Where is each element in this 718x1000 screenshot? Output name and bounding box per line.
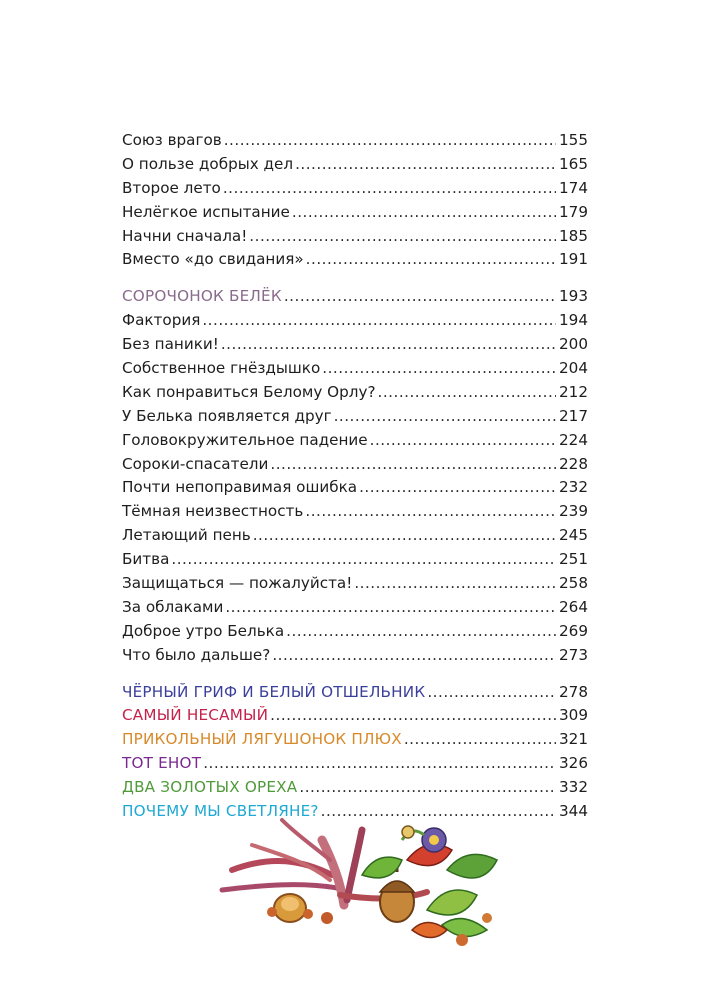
- toc-entry-page: 212: [559, 382, 588, 401]
- toc-entry[interactable]: [122, 574, 588, 598]
- dot-leader: [334, 407, 556, 425]
- toc-entry-title: Защищаться — пожалуйста!: [122, 574, 353, 593]
- toc-story-entry[interactable]: [122, 754, 588, 778]
- toc-entry-title: Сороки-спасатели: [122, 454, 269, 473]
- toc-entry[interactable]: [122, 359, 588, 383]
- toc-entry[interactable]: [122, 598, 588, 622]
- toc-entry[interactable]: [122, 502, 588, 526]
- dot-leader: [253, 526, 556, 544]
- toc-entry-title: Союз врагов: [122, 131, 222, 149]
- toc-story-title: САМЫЙ НЕСАМЫЙ: [122, 706, 269, 725]
- dot-leader: [221, 335, 556, 353]
- toc-entry-title: Головокружительное падение: [122, 430, 368, 449]
- toc-entry-page: 179: [559, 202, 588, 221]
- toc-entry-page: 194: [559, 311, 588, 330]
- dot-leader: [202, 311, 556, 329]
- toc-story-page: 344: [559, 802, 588, 821]
- dot-leader: [284, 287, 556, 305]
- dot-leader: [359, 478, 556, 496]
- toc-entry[interactable]: [122, 431, 588, 455]
- toc-entry[interactable]: [122, 455, 588, 479]
- dot-leader: [354, 574, 556, 592]
- dot-leader: [270, 455, 556, 473]
- toc-story-entry[interactable]: [122, 778, 588, 802]
- toc-story-page: 326: [559, 754, 588, 773]
- dot-leader: [203, 754, 556, 772]
- toc-story-page: 332: [559, 778, 588, 797]
- toc-story-entry[interactable]: [122, 683, 588, 707]
- toc-story-page: 321: [559, 730, 588, 749]
- toc-entry[interactable]: [122, 227, 588, 251]
- toc-entry[interactable]: [122, 550, 588, 574]
- toc-entry[interactable]: [122, 335, 588, 359]
- toc-entry-title: Собственное гнёздышко: [122, 359, 321, 378]
- dot-leader: [299, 778, 556, 796]
- toc-entry-page: 251: [559, 550, 588, 569]
- toc-story-page: 309: [559, 706, 588, 725]
- toc-story-title: ПРИКОЛЬНЫЙ ЛЯГУШОНОК ПЛЮХ: [122, 730, 402, 749]
- toc-entry-title: За облаками: [122, 597, 224, 616]
- dot-leader: [292, 203, 556, 221]
- dot-leader: [270, 706, 556, 724]
- toc-entry-page: 232: [559, 478, 588, 497]
- autumn-leaves-acorns-snail-illustration-icon: [212, 800, 512, 960]
- toc-entry-page: 191: [559, 250, 588, 269]
- toc-entry-page: 165: [559, 154, 588, 173]
- toc-entry-page: 217: [559, 406, 588, 425]
- toc-entry-title: Почти непоправимая ошибка: [122, 478, 358, 497]
- toc-entry[interactable]: [122, 383, 588, 407]
- toc-group-chapters-part1: [122, 131, 588, 274]
- toc-story-title: ДВА ЗОЛОТЫХ ОРЕХА: [122, 778, 298, 797]
- dot-leader: [427, 683, 556, 701]
- toc-story-entry[interactable]: [122, 730, 588, 754]
- toc-entry-title: Что было дальше?: [122, 645, 271, 664]
- toc-entry-page: 245: [559, 526, 588, 545]
- toc-section-heading[interactable]: [122, 287, 588, 311]
- toc-entry-page: 174: [559, 178, 588, 197]
- dot-leader: [171, 550, 556, 568]
- toc-entry-page: 200: [559, 335, 588, 354]
- toc-entry[interactable]: [122, 407, 588, 431]
- toc-story-title: ТОТ ЕНОТ: [122, 754, 202, 773]
- toc-entry-title: Начни сначала!: [122, 226, 248, 245]
- toc-group-sorochonok: [122, 287, 588, 669]
- toc-entry[interactable]: [122, 203, 588, 227]
- toc-entry-page: 258: [559, 574, 588, 593]
- table-of-contents: [122, 131, 588, 826]
- toc-entry[interactable]: [122, 646, 588, 670]
- toc-entry-title: У Белька появляется друг: [122, 406, 332, 425]
- toc-entry-page: 155: [559, 131, 588, 149]
- dot-leader: [225, 598, 556, 616]
- dot-leader: [378, 383, 556, 401]
- toc-entry[interactable]: [122, 250, 588, 274]
- toc-entry-page: 185: [559, 226, 588, 245]
- toc-entry-title: Как понравиться Белому Орлу?: [122, 382, 376, 401]
- dot-leader: [249, 227, 556, 245]
- toc-entry-page: 224: [559, 430, 588, 449]
- toc-entry-title: Без паники!: [122, 335, 219, 354]
- toc-section-title: СОРОЧОНОК БЕЛЁК: [122, 287, 282, 306]
- toc-story-entry[interactable]: [122, 706, 588, 730]
- toc-entry-page: 273: [559, 645, 588, 664]
- toc-entry-page: 228: [559, 454, 588, 473]
- toc-entry[interactable]: [122, 311, 588, 335]
- toc-entry[interactable]: [122, 622, 588, 646]
- toc-entry-title: Второе лето: [122, 178, 221, 197]
- toc-story-title: ЧЁРНЫЙ ГРИФ И БЕЛЫЙ ОТШЕЛЬНИК: [122, 682, 426, 701]
- toc-entry[interactable]: [122, 478, 588, 502]
- toc-entry-page: 264: [559, 597, 588, 616]
- dot-leader: [286, 622, 556, 640]
- toc-story-title: ПОЧЕМУ МЫ СВЕТЛЯНЕ?: [122, 802, 319, 821]
- toc-entry[interactable]: [122, 155, 588, 179]
- toc-entry-title: О пользе добрых дел: [122, 154, 294, 173]
- toc-entry[interactable]: [122, 179, 588, 203]
- toc-entry-title: Тёмная неизвестность: [122, 502, 304, 521]
- toc-entry-title: Нелёгкое испытание: [122, 202, 290, 221]
- toc-entry-title: Фактория: [122, 311, 201, 330]
- dot-leader: [370, 431, 556, 449]
- dot-leader: [295, 155, 556, 173]
- dot-leader: [322, 359, 556, 377]
- toc-story-page: 278: [559, 682, 588, 701]
- toc-entry-title: Битва: [122, 550, 170, 569]
- toc-entry-page: 239: [559, 502, 588, 521]
- dot-leader: [306, 250, 556, 268]
- dot-leader: [404, 730, 556, 748]
- toc-entry-title: Летающий пень: [122, 526, 251, 545]
- toc-section-page: 193: [559, 287, 588, 306]
- dot-leader: [305, 502, 556, 520]
- toc-entry[interactable]: [122, 131, 588, 155]
- dot-leader: [272, 646, 556, 664]
- dot-leader: [224, 131, 556, 149]
- toc-entry[interactable]: [122, 526, 588, 550]
- dot-leader: [223, 179, 556, 197]
- toc-entry-title: Вместо «до свидания»: [122, 250, 304, 269]
- toc-entry-page: 269: [559, 621, 588, 640]
- toc-entry-page: 204: [559, 359, 588, 378]
- toc-entry-title: Доброе утро Белька: [122, 621, 285, 640]
